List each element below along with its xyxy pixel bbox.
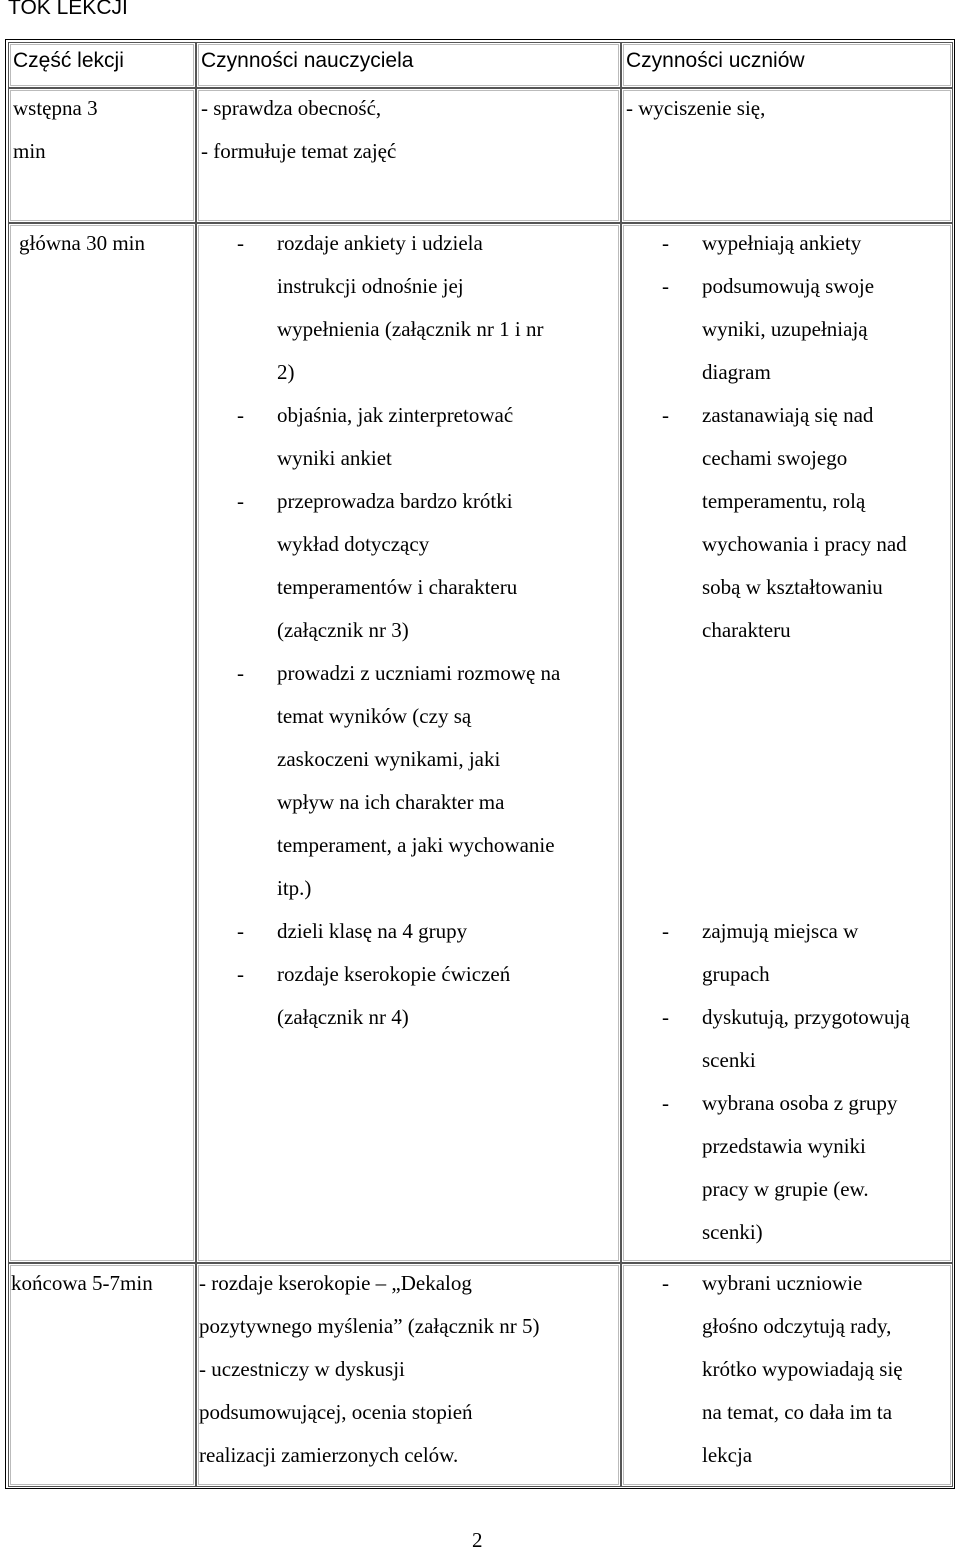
header-cell-part: [8, 42, 196, 88]
list-item-line: głośno odczytują rady,: [702, 1314, 892, 1338]
row-final-teacher-line: - rozdaje kserokopie – „Dekalog: [199, 1271, 472, 1295]
list-dash: -: [662, 1271, 669, 1295]
header-cell-students: [621, 42, 953, 88]
list-item-line: grupach: [702, 962, 770, 986]
row-intro-teacher-line: - formułuje temat zajęć: [201, 139, 397, 163]
list-item-line: wyniki ankiet: [277, 446, 392, 470]
list-item-line: dyskutują, przygotowują: [702, 1005, 910, 1029]
row-intro-teacher-line: - sprawdza obecność,: [201, 96, 382, 120]
list-dash: -: [237, 231, 244, 255]
list-item-line: wykład dotyczący: [277, 532, 430, 556]
list-dash: -: [662, 231, 669, 255]
list-item-line: wybrana osoba z grupy: [702, 1091, 898, 1115]
list-dash: -: [662, 403, 669, 427]
list-item-line: temperament, a jaki wychowanie: [277, 833, 555, 857]
row-final-part-cell: [8, 1263, 196, 1487]
list-dash: -: [237, 919, 244, 943]
lesson-plan-table: [5, 39, 955, 1489]
row-intro-teacher-cell: [196, 88, 621, 223]
row-final-teacher-line: - uczestniczy w dyskusji: [199, 1357, 405, 1381]
list-dash: -: [237, 661, 244, 685]
list-item-line: rozdaje kserokopie ćwiczeń: [277, 962, 511, 986]
list-item-line: sobą w kształtowaniu: [702, 575, 883, 599]
list-item-line: zaskoczeni wynikami, jaki: [277, 747, 501, 771]
list-item-line: podsumowują swoje: [702, 274, 875, 298]
header-teacher: Czynności nauczyciela: [201, 49, 414, 72]
list-item-line: wychowania i pracy nad: [702, 532, 907, 556]
list-item-line: przeprowadza bardzo krótki: [277, 489, 513, 513]
list-item-line: itp.): [277, 876, 312, 900]
list-item-line: pracy w grupie (ew.: [702, 1177, 869, 1201]
list-item-line: wypełnienia (załącznik nr 1 i nr: [277, 317, 544, 341]
row-main-students-cell: [621, 223, 953, 1263]
header-students: Czynności uczniów: [626, 49, 805, 72]
list-dash: -: [662, 1091, 669, 1115]
row-intro-students-cell: [621, 88, 953, 223]
row-main-teacher-cell: [196, 223, 621, 1263]
list-item-line: instrukcji odnośnie jej: [277, 274, 464, 298]
list-dash: -: [662, 1005, 669, 1029]
list-item-line: (załącznik nr 3): [277, 618, 409, 642]
list-item-line: cechami swojego: [702, 446, 848, 470]
list-item-line: wypełniają ankiety: [702, 231, 862, 255]
row-intro-part-line: wstępna 3: [13, 96, 98, 120]
row-intro-part-cell: [8, 88, 196, 223]
row-final-students-cell: [621, 1263, 953, 1487]
list-item-line: charakteru: [702, 618, 791, 642]
list-dash: -: [237, 489, 244, 513]
list-dash: -: [237, 962, 244, 986]
list-item-line: diagram: [702, 360, 771, 384]
list-dash: -: [662, 274, 669, 298]
list-dash: -: [237, 403, 244, 427]
list-item-line: scenki: [702, 1048, 756, 1072]
row-final-teacher-line: realizacji zamierzonych celów.: [199, 1443, 459, 1467]
row-final-teacher-line: pozytywnego myślenia” (załącznik nr 5): [199, 1314, 540, 1338]
list-item-line: zastanawiają się nad: [702, 403, 874, 427]
list-item-line: lekcja: [702, 1443, 753, 1467]
list-item-line: (załącznik nr 4): [277, 1005, 409, 1029]
list-item-line: wybrani uczniowie: [702, 1271, 863, 1295]
list-item-line: krótko wypowiadają się: [702, 1357, 903, 1381]
page-number: 2: [472, 1528, 483, 1552]
row-main-part-line: główna 30 min: [19, 231, 145, 255]
list-item-line: scenki): [702, 1220, 763, 1244]
header-cell-teacher: [196, 42, 621, 88]
list-item-line: temperamentu, rolą: [702, 489, 866, 513]
list-item-line: temat wyników (czy są: [277, 704, 472, 728]
list-item-line: rozdaje ankiety i udziela: [277, 231, 483, 255]
list-item-line: wpływ na ich charakter ma: [277, 790, 505, 814]
page-title: TOK LEKCJI: [8, 0, 128, 19]
row-final-teacher-cell: [196, 1263, 621, 1487]
list-dash: -: [662, 919, 669, 943]
header-part: Część lekcji: [13, 49, 124, 72]
list-item-line: temperamentów i charakteru: [277, 575, 518, 599]
row-final-part-line: końcowa 5-7min: [11, 1271, 153, 1295]
row-intro-part-line: min: [13, 139, 46, 163]
list-item-line: prowadzi z uczniami rozmowę na: [277, 661, 561, 685]
row-final-teacher-line: podsumowującej, ocenia stopień: [199, 1400, 473, 1424]
list-item-line: wyniki, uzupełniają: [702, 317, 868, 341]
list-item-line: na temat, co dała im ta: [702, 1400, 893, 1424]
list-item-line: objaśnia, jak zinterpretować: [277, 403, 514, 427]
row-intro-students-line: - wyciszenie się,: [626, 96, 766, 120]
list-item-line: przedstawia wyniki: [702, 1134, 866, 1158]
list-item-line: dzieli klasę na 4 grupy: [277, 919, 468, 943]
list-item-line: zajmują miejsca w: [702, 919, 859, 943]
row-main-part-cell: [8, 223, 196, 1263]
list-item-line: 2): [277, 360, 295, 384]
